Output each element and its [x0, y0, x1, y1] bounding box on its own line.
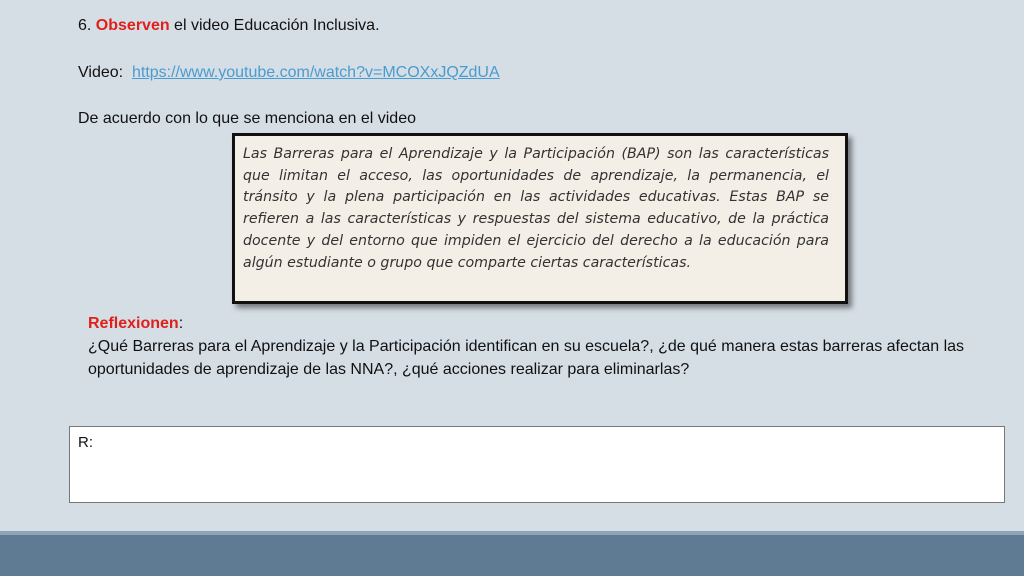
- reflection-title: Reflexionen: [88, 315, 179, 332]
- video-label: Video:: [78, 64, 124, 81]
- task-verb: Observen: [95, 17, 170, 34]
- bap-definition-quote: Las Barreras para el Aprendizaje y la Participación (BAP) son las características que limitan el acceso, las oportunidades de aprendizaje, la permanencia, el tránsito y la plena participación en las actividades educativas. Estas BAP se refieren a las características y respuestas del sistema educativo, de la práctica docente y del entorno que impiden el ejercicio del derecho a la educación para algún estudiante o grupo que comparte ciertas características.: [232, 133, 848, 304]
- task-text: el video Educación Inclusiva.: [169, 17, 380, 34]
- reflection-question: ¿Qué Barreras para el Aprendizaje y la Participación identifican en su escuela?, ¿de qué manera estas barreras afectan las oportunidades de aprendizaje de las NNA?, ¿qué acciones realizar para eliminarlas?: [88, 338, 965, 378]
- intro-text: De acuerdo con lo que se menciona en el video: [78, 110, 416, 127]
- answer-box[interactable]: [69, 426, 1005, 503]
- video-link[interactable]: https://www.youtube.com/watch?v=MCOXxJQZdUA: [131, 64, 500, 81]
- video-line: [78, 64, 500, 82]
- task-number: 6.: [78, 17, 92, 34]
- footer-divider: [0, 531, 1024, 535]
- reflection-block: [88, 312, 988, 381]
- reflection-colon: :: [178, 315, 184, 332]
- footer-bar: [0, 532, 1024, 576]
- answer-label: R:: [78, 434, 93, 451]
- task-heading: [78, 17, 380, 35]
